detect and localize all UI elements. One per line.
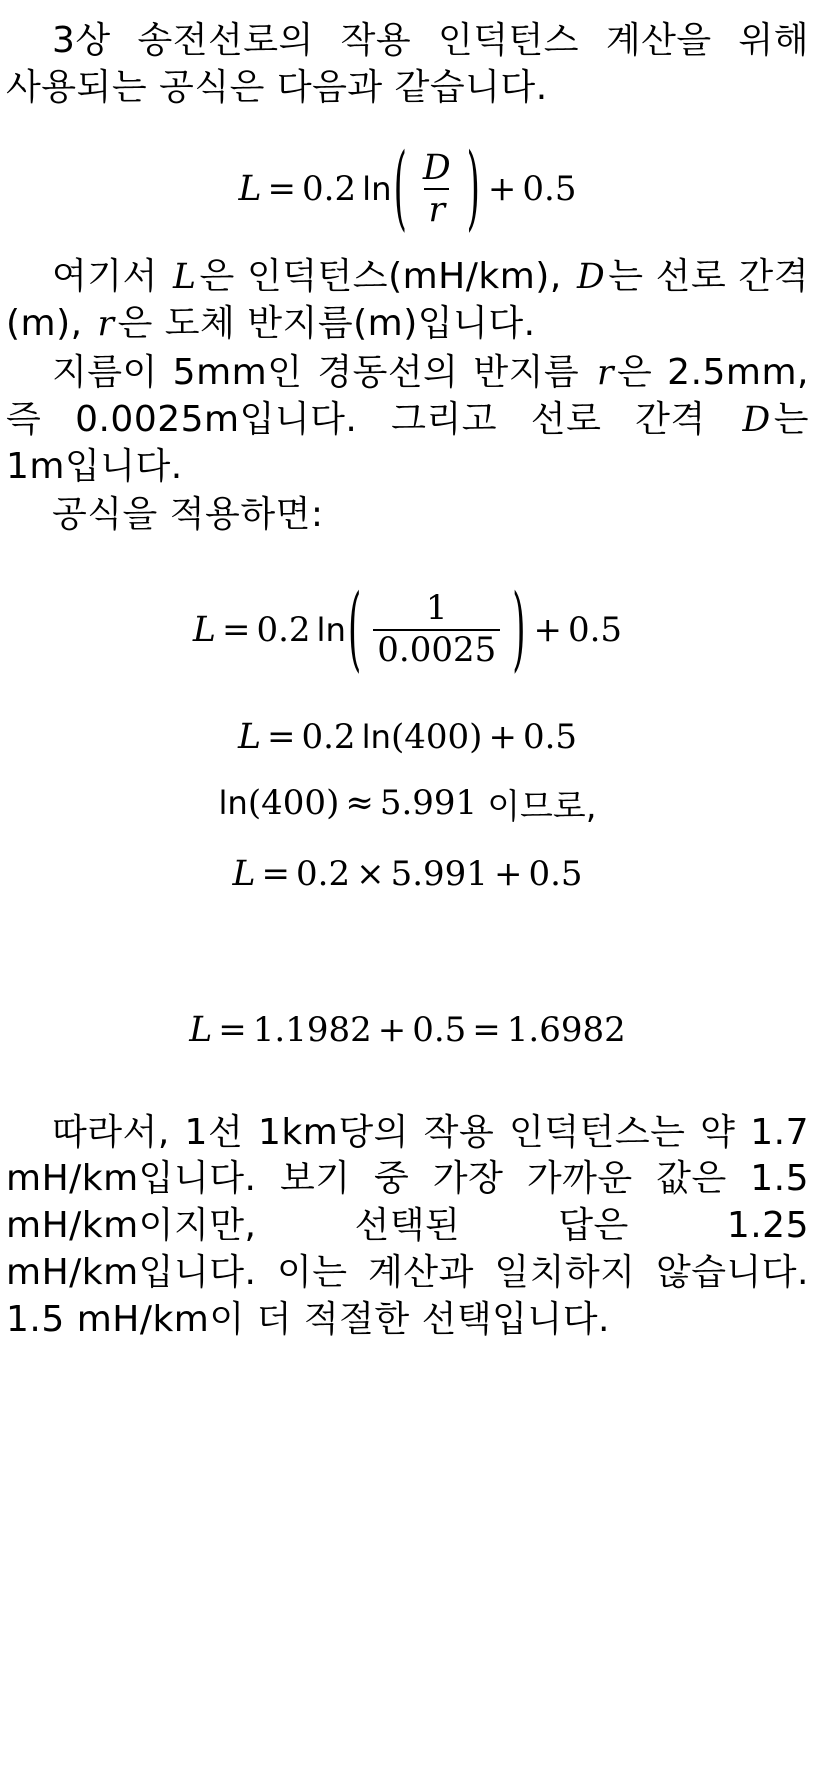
equation-1 <box>6 135 809 244</box>
equation-3-constant: 0.5 <box>522 716 578 757</box>
ln-note-suffix: 이므로, <box>487 786 597 827</box>
equation-2-fraction <box>373 588 500 670</box>
equation-1-lhs: L <box>238 169 262 210</box>
equation-1-constant: 0.5 <box>522 169 577 210</box>
equation-2-lhs: L <box>192 609 216 650</box>
equation-2-paren-right: ) <box>512 575 526 684</box>
equation-3-coefficient: 0.2 <box>301 716 356 757</box>
equation-4-plus: + <box>493 853 523 894</box>
equation-1-fraction <box>419 147 455 231</box>
equation-5 <box>6 1010 809 1050</box>
definitions-symbol-L: L <box>173 257 197 298</box>
equation-1-coefficient: 0.2 <box>302 169 357 210</box>
equation-3 <box>6 717 809 757</box>
equation-2-paren-group <box>346 575 528 684</box>
apply-paragraph: 공식을 적용하면: <box>52 494 324 536</box>
definitions-symbol-D: D <box>577 257 606 298</box>
definitions-part3b: 은 도체 반지름(m)입니다. <box>117 303 536 345</box>
equation-1-paren-left: ( <box>393 135 407 244</box>
ln-note-value: 5.991 <box>379 783 478 824</box>
intro-paragraph: 3상 송전선로의 작용 인덕턴스 계산을 위해 사용되는 공식은 다음과 같습니다. <box>6 20 809 108</box>
equation-2-constant: 0.5 <box>567 609 623 650</box>
equation-4-operand-a: 0.2 <box>296 853 351 894</box>
given-part-a: 지름이 5mm인 경동선의 반지름 <box>52 352 595 394</box>
equation-5-operand-a: 1.1982 <box>252 1009 372 1050</box>
equation-3-arg: (400) <box>391 716 483 757</box>
equation-1-denominator: r <box>424 188 449 228</box>
spacer <box>6 920 809 984</box>
equation-5-lhs: L <box>189 1009 213 1050</box>
equation-2-line <box>192 575 623 684</box>
equation-3-equals: = <box>266 716 296 757</box>
equation-4-times: × <box>356 853 385 894</box>
equation-5-plus: + <box>377 1009 407 1050</box>
equation-5-equals: = <box>218 1009 247 1050</box>
given-paragraph <box>6 350 809 490</box>
equation-4-line <box>232 854 582 894</box>
ln-note-line <box>218 779 596 828</box>
equation-2-numerator: 1 <box>425 588 448 629</box>
equation-4-operand-b: 5.991 <box>390 853 488 894</box>
equation-4-equals: = <box>261 853 291 894</box>
ln-note-arg: (400) <box>247 783 340 824</box>
ln-note <box>6 779 809 828</box>
equation-4-operand-c: 0.5 <box>528 853 583 894</box>
definitions-part1b: 은 인덕턴스(mH/km), <box>199 256 574 298</box>
given-part-b: 은 2.5mm, 즉 0.0025m입니다. 그리고 선로 간격 <box>6 352 809 440</box>
equation-3-lhs: L <box>237 716 261 757</box>
ln-note-approx: ≈ <box>345 783 374 824</box>
equation-2-equals: = <box>221 609 251 650</box>
equation-1-plus: + <box>487 169 517 210</box>
equation-2-denominator: 0.0025 <box>373 629 500 669</box>
definitions-paragraph <box>6 254 809 348</box>
equation-5-line <box>189 1010 626 1050</box>
equation-1-paren-group <box>392 135 482 244</box>
equation-5-equals-2: = <box>472 1009 501 1050</box>
equation-1-ln: ln <box>362 170 392 209</box>
equation-2-paren-left: ( <box>347 575 362 684</box>
equation-3-plus: + <box>488 716 517 757</box>
equation-4-lhs: L <box>232 853 256 894</box>
equation-3-ln: ln <box>361 717 392 756</box>
equation-1-line <box>238 135 577 244</box>
equation-2-plus: + <box>533 609 562 650</box>
equation-1-paren-right: ) <box>466 135 480 244</box>
spacer <box>6 114 809 124</box>
ln-note-func: ln <box>218 784 248 823</box>
definitions-symbol-r: r <box>97 304 115 345</box>
equation-3-line <box>238 717 577 757</box>
equation-2-coefficient: 0.2 <box>256 609 311 650</box>
equation-4 <box>6 854 809 894</box>
equation-2 <box>6 575 809 684</box>
given-part-c: 는 1m입니다. <box>6 398 809 487</box>
equation-5-result: 1.6982 <box>506 1009 626 1050</box>
equation-1-numerator: D <box>422 147 451 188</box>
given-symbol-r: r <box>597 353 615 394</box>
equation-5-operand-b: 0.5 <box>412 1009 467 1050</box>
definitions-part2b: 는 선로 간격(m), <box>6 256 809 345</box>
equation-2-ln: ln <box>316 610 346 649</box>
equation-1-equals: = <box>267 169 297 210</box>
conclusion-paragraph: 따라서, 1선 1km당의 작용 인덕턴스는 약 1.7 mH/km입니다. 보기 중 가장 가까운 값은 1.5 mH/km이지만, 선택된 답은 1.25 mH/km입니다. 이는 계산과 일치하지 않습니다. 1.5 mH/km이 더 적절한 선택입니다. <box>6 1111 809 1340</box>
given-symbol-D: D <box>742 399 771 440</box>
spacer <box>6 1076 809 1110</box>
definitions-part1a: 여기서 <box>52 256 171 298</box>
